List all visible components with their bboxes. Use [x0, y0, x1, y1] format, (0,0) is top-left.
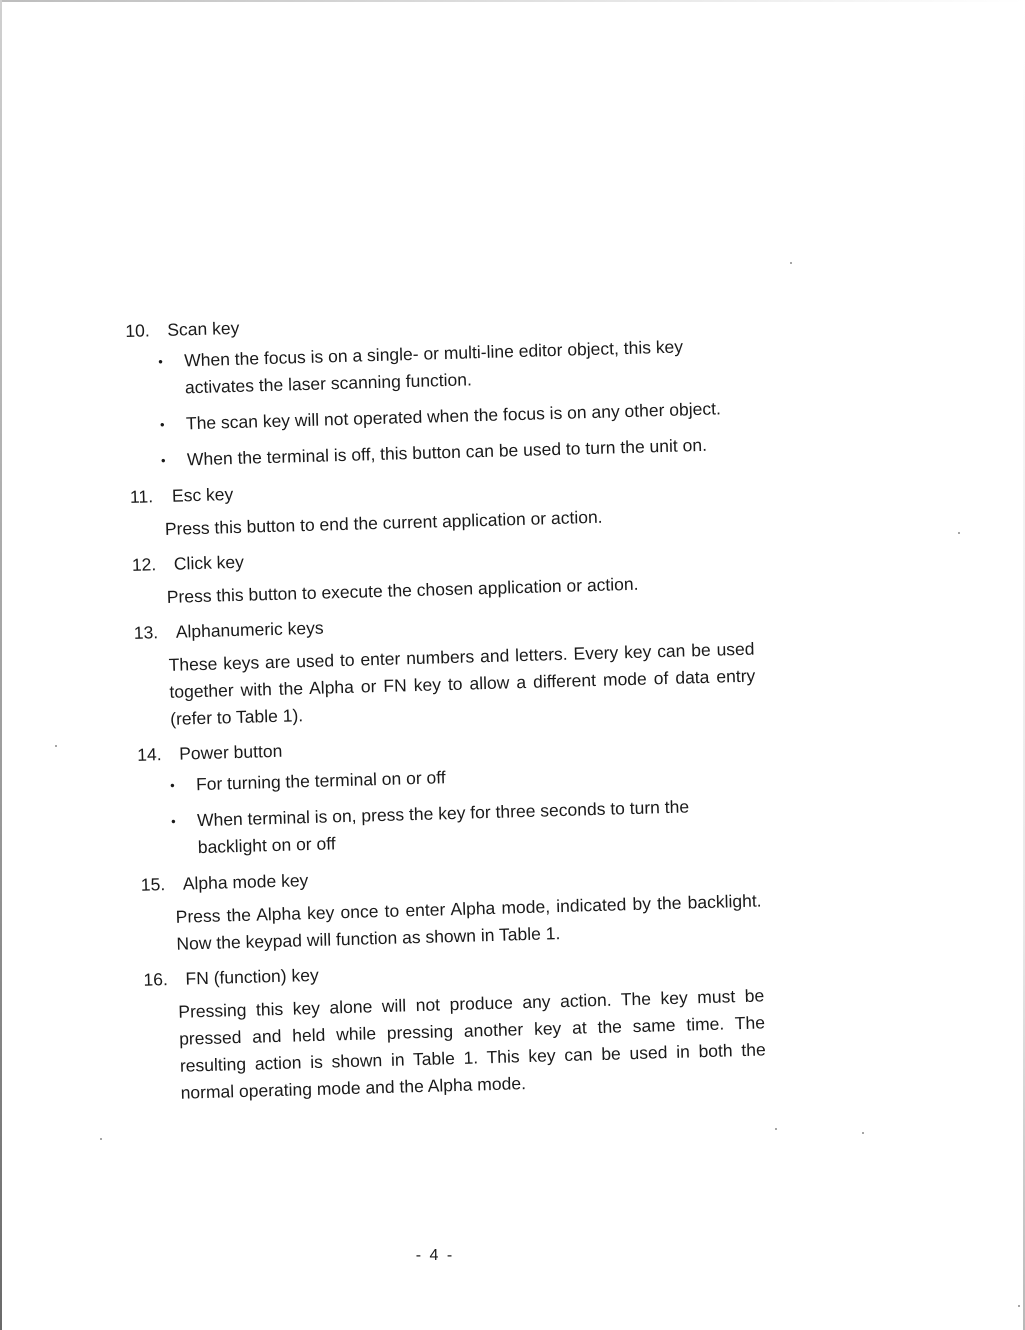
section-scan-key: [125, 301, 749, 475]
section-number: 12.: [131, 554, 157, 575]
scan-edge-left: [0, 0, 2, 1330]
section-paragraph: Press the Alpha key once to enter Alpha mode, indicated by the backlight. Now the keypad will function as shown in Table 1.: [175, 890, 762, 954]
section-number: 16.: [143, 969, 169, 990]
section-title: Scan key: [167, 317, 240, 340]
document-body: [125, 301, 767, 1116]
bullet-item: • When the focus is on a single- or multi-line editor object, this key activates the laser scanning function.: [158, 332, 747, 402]
scan-speck: [100, 1138, 102, 1140]
section-title: Power button: [178, 740, 283, 764]
section-power-button: [137, 725, 760, 863]
page-number: - 4 -: [415, 1247, 455, 1264]
section-number: 11.: [129, 486, 154, 507]
scan-speck: [790, 262, 792, 264]
section-title: Esc key: [171, 484, 234, 506]
section-esc-key: [130, 467, 751, 544]
section-fn-key: [143, 949, 767, 1107]
bullet-list: [138, 756, 760, 863]
scan-speck: [958, 532, 960, 534]
section-number: 13.: [133, 622, 159, 643]
section-number: 15.: [140, 874, 166, 895]
scan-speck: [1018, 1305, 1020, 1307]
bullet-item: • When the terminal is off, this button can be used to turn the unit on.: [161, 431, 750, 474]
section-number: 14.: [136, 744, 162, 765]
bullet-item: • The scan key will not operated when the focus is on any other object.: [160, 395, 749, 438]
section-paragraph: Press this button to end the current application or action.: [164, 506, 603, 539]
section-paragraph: Press this button to execute the chosen application or action.: [166, 573, 639, 607]
scan-speck: [775, 1128, 777, 1130]
section-title: Alphanumeric keys: [175, 617, 324, 642]
section-alpha-mode-key: [140, 854, 762, 958]
section-click-key: [132, 535, 753, 612]
scan-edge-top: [0, 0, 1025, 2]
scan-speck: [55, 745, 57, 747]
bullet-item: • When terminal is on, press the key for three seconds to turn the backlight on or off: [171, 791, 760, 861]
section-number: 10.: [125, 320, 150, 341]
section-title: FN (function) key: [185, 964, 319, 989]
section-title: Alpha mode key: [182, 870, 309, 894]
bullet-list: [126, 332, 749, 475]
section-alphanumeric-keys: [133, 603, 756, 734]
section-paragraph: These keys are used to enter numbers and letters. Every key can be used together with the Alpha or FN key to allow a different mode of data entry (refer to Table 1).: [168, 638, 756, 729]
bullet-item: • For turning the terminal on or off: [170, 756, 759, 799]
section-paragraph: Pressing this key alone will not produce any action. The key must be pressed and held while pressing another key at the same time. The resulting action is shown in Table 1. This key can be used in both the normal operating mode and the Alpha mode.: [178, 985, 766, 1103]
section-title: Click key: [173, 551, 245, 574]
scan-speck: [862, 1132, 864, 1134]
